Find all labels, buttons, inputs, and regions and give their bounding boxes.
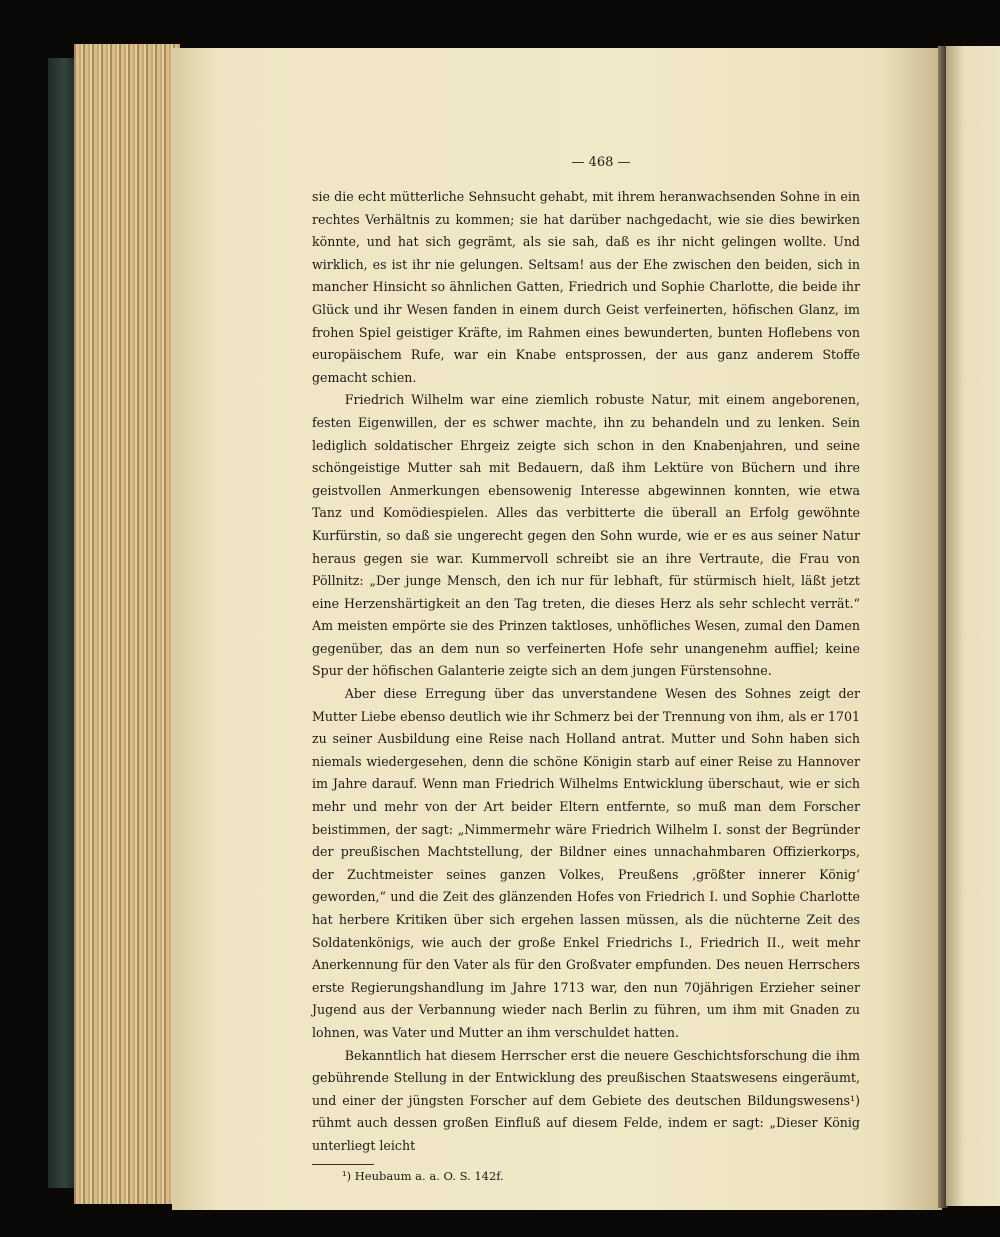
paragraph-2: Friedrich Wilhelm war eine ziemlich robuste Natur, mit einem angeborenen, festen Eigenwillen, der es schwer machte, ihn zu behandeln und zu lenken. Sein lediglich soldatischer Ehrgeiz zeigte sich schon in den Knabenjahren, und seine schöngeistige Mutter sah mit Bedauern, daß ihm Lektüre von Büchern und ihre geistvollen Anmerkungen ebensowenig Interesse abgewinnen konnten, wie etwa Tanz und Komödiespielen. Alles das verbitterte die überall an Erfolg gewöhnte Kurfürstin, so daß sie ungerecht gegen den Sohn wurde, wie er es aus seiner Natur heraus gegen sie war. Kummervoll schreibt sie an ihre Vertraute, die Frau von Pöllnitz: „Der junge Mensch, den ich nur für lebhaft, für stürmisch hielt, läßt jetzt eine Herzenshärtigkeit an den Tag treten, die dieses Herz als sehr schlecht verrät.“ Am meisten empörte sie des Prinzen taktloses, unhöfliches Wesen, zumal den Damen gegenüber, das an dem nun so verfeinerten Hofe sehr unangenehm auffiel; keine Spur der höfischen Galanterie zeigte sich an dem jungen Fürstensohne. (312, 392, 860, 679)
paragraph-4: Bekanntlich hat diesem Herrscher erst die neuere Geschichtsforschung die ihm gebührende Stellung in der Entwicklung des preußischen Staatswesens eingeräumt, und einer der jüngsten Forscher auf dem Gebiete des deutschen Bildungswesens¹) rühmt auch dessen großen Einfluß auf diesem Felde, indem er sagt: „Dieser König unterliegt leicht (312, 1047, 860, 1153)
paragraph-3: Aber diese Erregung über das unverstandene Wesen des Sohnes zeigt der Mutter Liebe ebenso deutlich wie ihr Schmerz bei der Trennung von ihm, als er 1701 zu seiner Ausbildung eine Reise nach Holland antrat. Mutter und Sohn haben sich niemals wiedergesehen, denn die schöne Königin starb auf einer Reise zu Hannover im Jahre darauf. Wenn man Friedrich Wilhelms Entwicklung überschaut, wie er sich mehr und mehr von der Art beider Eltern entfernte, so muß man dem Forscher beistimmen, der sagt: „Nimmermehr wäre Friedrich Wilhelm I. sonst der Begründer der preußischen Machtstellung, der Bildner eines unnachahmbaren Offizierkorps, der Zuchtmeister seines ganzen Volkes, Preußens ‚größter innerer König‘ geworden,“ und die Zeit des glänzenden Hofes von Friedrich I. und Sophie Charlotte hat herbere Kritiken über sich ergehen lassen müssen, als die nüchterne Zeit des Soldatenkönigs, wie auch der große Enkel Friedrichs I., Friedrich II., weit mehr Anerkennung für den Vater als für den Großvater empfunden. Des neuen Herrschers erste Regierungshandlung im Jahre 1713 war, den nun 70jährigen Erzieher seiner Jugend aus der Verbannung wieder nach Berlin zu führen, um ihm mit Gnaden zu lohnen, was Vater und Mutter an ihm verschuldet hatten. (312, 686, 860, 1040)
page-number: — 468 — (571, 155, 631, 170)
footnote: ¹) Heubaum a. a. O. S. 142f. (342, 1168, 504, 1183)
page-text (312, 150, 860, 1185)
page-edges (74, 44, 180, 1204)
paragraph-1: sie die echt mütterliche Sehnsucht gehabt, mit ihrem heranwachsenden Sohne in ein rechtes Verhältnis zu kommen; sie hat darüber nachgedacht, wie sie dies bewirken könnte, und hat sich gegrämt, als sie sah, daß es ihr nicht gelingen wollte. Und wirklich, es ist ihr nie gelungen. Seltsam! aus der Ehe zwischen den beiden, sich in mancher Hinsicht so ähnlichen Gatten, Friedrich und Sophie Charlotte, die beide ihr Glück und ihr Wesen fanden in einem durch Geist verfeinerten, höfischen Glanz, im frohen Spiel geistiger Kräfte, im Rahmen eines bewunderten, bunten Hoflebens von europäischem Rufe, war ein Knabe entsprossen, der aus ganz anderem Stoffe gemacht schien. (312, 189, 860, 385)
footnote-rule (312, 1164, 374, 1165)
facing-page-edge (946, 46, 1000, 1206)
